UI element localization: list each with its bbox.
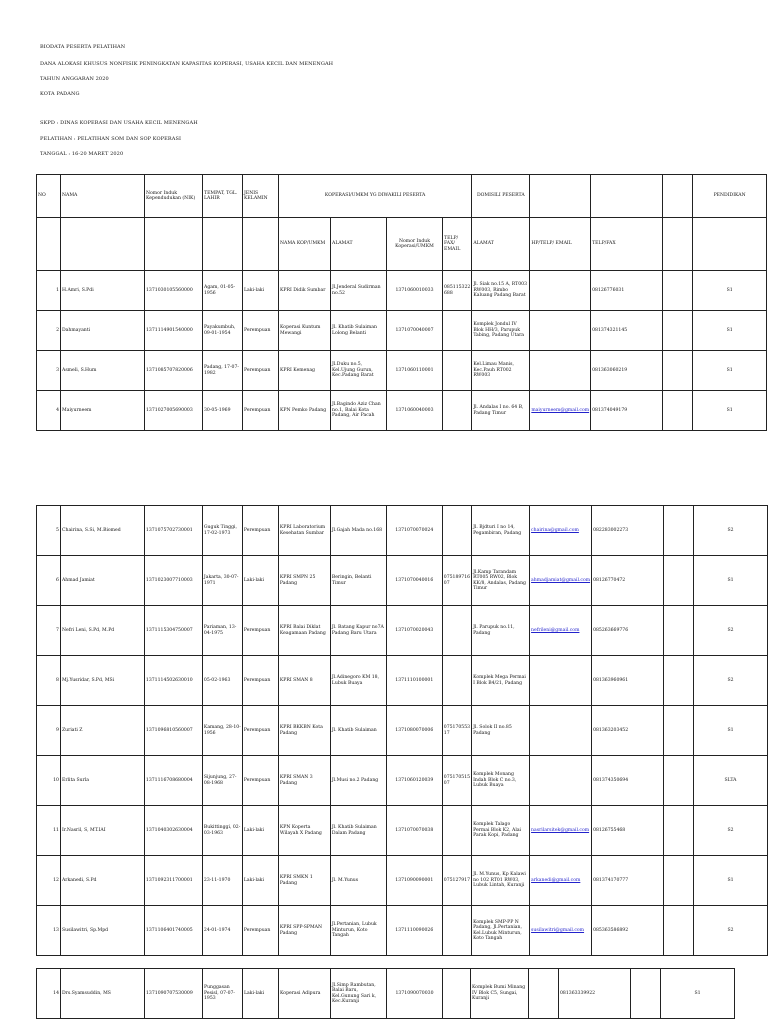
row-kop: Koperasi Kuntum Mewangi xyxy=(279,311,331,351)
row-ttl: Pariaman, 13-04-1975 xyxy=(202,606,242,656)
row-nik: 1371106401740005 xyxy=(144,906,202,956)
row-ttl: Guguk Tinggi, 17-02-1973 xyxy=(202,506,242,556)
row-alamat-kop: Jl.Duku no.5, Kel.Ujung Gurun, Kec.Padang Barat xyxy=(331,351,387,391)
row-ttl: Jakarta, 30-07-1971 xyxy=(202,556,242,606)
table-row xyxy=(37,906,768,956)
row-jk: Perempuan xyxy=(242,606,278,656)
row-alamat-dom: Jl. Andalas I no. 64 B, Padang Timur xyxy=(472,391,530,431)
row-pendidikan: S1 xyxy=(693,351,767,391)
row-no: 6 xyxy=(37,556,61,606)
row-alamat-kop: Jl.Bagindo Aziz Chan no.1, Balai Kota Padang, Air Pacah xyxy=(331,391,387,431)
row-ttl: Bukittinggi, 02-03-1963 xyxy=(202,806,242,856)
row-nik: 1371090707530009 xyxy=(145,969,203,1019)
col-nama: NAMA xyxy=(61,175,145,218)
row-nik: 1371092311700001 xyxy=(144,856,202,906)
row-alamat-kop: Jl. M.Yunus xyxy=(330,856,386,906)
row-nik: 1371085707820006 xyxy=(145,351,203,391)
participants-table-3 xyxy=(36,968,735,1019)
row-nama: Nefri Leni, S.Pd, M.Pd xyxy=(60,606,144,656)
row-telp: 08126770472 xyxy=(592,556,664,606)
col-pendidikan: PENDIDIKAN xyxy=(693,175,767,218)
row-alamat-kop: Jl. Khatib Sulaiman Dalam Padang xyxy=(330,806,386,856)
row-telp: 082283002273 xyxy=(592,506,664,556)
table-row xyxy=(37,856,768,906)
row-email[interactable] xyxy=(530,351,591,391)
row-ttl: 05-02-1963 xyxy=(202,656,242,706)
row-empty xyxy=(663,271,693,311)
table-row xyxy=(37,706,768,756)
row-kop: KPN Koperta Wilayah X Padang xyxy=(278,806,330,856)
row-pendidikan: S1 xyxy=(693,311,767,351)
row-telp-kop: 085115322 688 xyxy=(443,271,472,311)
col-no: NO xyxy=(37,175,61,218)
col-alamat-kop: ALAMAT xyxy=(331,218,387,271)
row-alamat-dom: Jl. Solok II no.85 Padang xyxy=(472,706,530,756)
participants-table-1 xyxy=(36,174,767,431)
row-nik-kop: 1371060010033 xyxy=(387,271,443,311)
doc-title: BIODATA PESERTA PELATIHAN xyxy=(40,44,126,50)
row-telp-kop xyxy=(442,906,471,956)
row-telp: 081374321145 xyxy=(591,311,663,351)
row-telp-kop: 075170553 17 xyxy=(442,706,471,756)
row-nik-kop: 1371110090026 xyxy=(386,906,442,956)
row-kop: KPRI SMAN 8 xyxy=(278,656,330,706)
row-nik: 1371030105560000 xyxy=(145,271,203,311)
row-kop: KPRI Kemenag xyxy=(279,351,331,391)
row-nama: Drs.Syamsuddin, MS xyxy=(61,969,145,1019)
row-telp: 081374170777 xyxy=(592,856,664,906)
row-alamat-dom: Komplek Talago Permai Blok K2, Alai Parak Kopi, Padang xyxy=(472,806,530,856)
row-alamat-dom: Jl. Bjdturi I no 14, Pegambiran, Padang xyxy=(472,506,530,556)
table-row xyxy=(37,556,768,606)
row-nama: Dahmayanti xyxy=(61,311,145,351)
row-kop: KPRI SMAN 3 Padang xyxy=(278,756,330,806)
row-alamat-kop: Jl.Pertanian, Lubuk Minturun, Koto Tangah xyxy=(330,906,386,956)
table-row xyxy=(37,756,768,806)
doc-subtitle: DANA ALOKASI KHUSUS NONFISIK PENINGKATAN KAPASITAS KOPERASI, USAHA KECIL DAN MENENGAH xyxy=(40,61,334,67)
row-no: 13 xyxy=(37,906,61,956)
doc-year: TAHUN ANGGARAN 2020 xyxy=(40,76,109,82)
row-nik: 1371040302630004 xyxy=(144,806,202,856)
row-nik-kop: 1371060110001 xyxy=(387,351,443,391)
row-email[interactable] xyxy=(530,311,591,351)
row-nama: Arkanedi, S.Pd xyxy=(60,856,144,906)
row-empty xyxy=(663,311,693,351)
row-alamat-kop: Jl.Adinegoro KM 18, Lubuk Buaya xyxy=(330,656,386,706)
row-kop: Koperasi Adipura xyxy=(279,969,331,1019)
col-hp: HP/TELP/ EMAIL xyxy=(530,218,591,271)
row-telp-kop: 075189716 07 xyxy=(442,556,471,606)
row-telp: 085263669776 xyxy=(592,606,664,656)
row-no: 2 xyxy=(37,311,61,351)
row-empty xyxy=(664,906,694,956)
row-telp: 08126755468 xyxy=(592,806,664,856)
row-ttl: Agam, 01-05-1956 xyxy=(203,271,243,311)
row-nik-kop: 1371070040007 xyxy=(387,311,443,351)
row-telp-kop xyxy=(443,351,472,391)
table-row xyxy=(37,311,767,351)
row-kop: KPN Pemko Padang xyxy=(279,391,331,431)
row-empty xyxy=(663,351,693,391)
row-ttl: 24-01-1974 xyxy=(202,906,242,956)
row-email[interactable] xyxy=(530,656,592,706)
row-nik-kop: 1371070040016 xyxy=(386,556,442,606)
row-nik-kop: 1371090070030 xyxy=(387,969,443,1019)
row-telp-kop xyxy=(442,656,471,706)
row-no: 7 xyxy=(37,606,61,656)
row-alamat-kop: Jl.Simp Rambutan, Balai Baru, Kel.Gunung Sari k, Kec.Kuranji xyxy=(331,969,387,1019)
doc-skpd: SKPD : DINAS KOPERASI DAN USAHA KECIL MENENGAH xyxy=(40,120,198,126)
row-pendidikan: SLTA xyxy=(693,756,767,806)
row-email[interactable] xyxy=(530,706,592,756)
col-alamat-dom: ALAMAT xyxy=(472,218,530,271)
col-nama-kop: NAMA KOP/UMKM xyxy=(279,218,331,271)
row-telp: 08126776031 xyxy=(591,271,663,311)
row-nik: 1371115304750007 xyxy=(144,606,202,656)
row-alamat-kop: Jl. Khatib Sulaiman xyxy=(330,706,386,756)
row-pendidikan: S1 xyxy=(661,969,735,1019)
row-alamat-kop: Beringin, Belanti Timur xyxy=(330,556,386,606)
row-telp-kop xyxy=(442,806,471,856)
row-email[interactable]: maiyurneem@gmail.com xyxy=(530,391,591,431)
row-nama: Susilawitri, Sp.Mpd xyxy=(60,906,144,956)
row-empty xyxy=(664,806,694,856)
row-jk: Perempuan xyxy=(242,506,278,556)
row-nik-kop: 1371070070038 xyxy=(386,806,442,856)
row-empty xyxy=(663,391,693,431)
row-telp: 081363060219 xyxy=(591,351,663,391)
row-pendidikan: S1 xyxy=(693,856,767,906)
row-jk: Perempuan xyxy=(242,906,278,956)
col-koperasi-group: KOPERASI/UMKM YG DIWAKILI PESERTA xyxy=(279,175,472,218)
row-kop: KPRI SMPN 25 Padang xyxy=(278,556,330,606)
table-row xyxy=(37,606,768,656)
doc-city: KOTA PADANG xyxy=(40,91,80,97)
participants-table-2 xyxy=(36,505,768,956)
row-ttl: 30-05-1969 xyxy=(203,391,243,431)
row-empty xyxy=(664,656,694,706)
row-empty xyxy=(664,556,694,606)
row-ttl: Kamang, 28-10-1956 xyxy=(202,706,242,756)
row-no: 1 xyxy=(37,271,61,311)
table-row xyxy=(37,391,767,431)
row-telp: 081374049179 xyxy=(591,391,663,431)
row-jk: Perempuan xyxy=(243,351,279,391)
doc-tanggal: TANGGAL : 16-20 MARET 2020 xyxy=(40,151,124,157)
row-no: 14 xyxy=(37,969,61,1019)
row-ttl: 23-11-1970 xyxy=(202,856,242,906)
row-telp-kop: 075127917 xyxy=(442,856,471,906)
row-kop: KPRI Didik Sumbar xyxy=(279,271,331,311)
row-jk: Laki-laki xyxy=(242,856,278,906)
row-jk: Laki-laki xyxy=(242,556,278,606)
row-empty xyxy=(664,856,694,906)
row-nik: 1371027005690003 xyxy=(145,391,203,431)
row-no: 10 xyxy=(37,756,61,806)
row-pendidikan: S2 xyxy=(693,506,767,556)
row-telp-kop: 075170515 07 xyxy=(442,756,471,806)
row-no: 8 xyxy=(37,656,61,706)
row-alamat-dom: Jl. Parupuk no.11, Padang xyxy=(472,606,530,656)
row-no: 4 xyxy=(37,391,61,431)
row-kop: KPRI Balai Diklat Keagamaan Padang xyxy=(278,606,330,656)
row-no: 11 xyxy=(37,806,61,856)
row-nik: 1371116708680004 xyxy=(144,756,202,806)
row-kop: KPRI SPP-SPMAN Padang xyxy=(278,906,330,956)
row-nama: H.Amri, S.Pdi xyxy=(61,271,145,311)
row-alamat-dom: Komplek Monang Indah Blok C no.3, Lubuk Buaya xyxy=(472,756,530,806)
row-alamat-kop: Jl. Khatib Sulaiman Lolong Belanti xyxy=(331,311,387,351)
row-ttl: Sijunjung, 27-08-1968 xyxy=(202,756,242,806)
row-jk: Laki-laki xyxy=(243,969,279,1019)
row-email[interactable] xyxy=(530,271,591,311)
row-nik: 1371096810560007 xyxy=(144,706,202,756)
row-nik-kop: 1371060120039 xyxy=(386,756,442,806)
row-email[interactable]: nefrileni@gmail.com xyxy=(530,606,592,656)
row-alamat-dom: Komplek SMP-PP N Padang, Jl.Pertanian, Kel.Lubuk Minturun, Koto Tangah xyxy=(472,906,530,956)
row-nama: Zuriati Z xyxy=(60,706,144,756)
row-nama: Erlita Surla xyxy=(60,756,144,806)
row-nik-kop: 1371110100001 xyxy=(386,656,442,706)
row-alamat-dom: Komplek Bumi Minang IV Blok C5, Sungai, Kuranji xyxy=(471,969,529,1019)
row-jk: Laki-laki xyxy=(243,271,279,311)
row-nik: 1371075702730001 xyxy=(144,506,202,556)
row-alamat-kop: Jl.Gajah Mada no.168 xyxy=(330,506,386,556)
row-pendidikan: S1 xyxy=(693,556,767,606)
row-pendidikan: S2 xyxy=(693,806,767,856)
row-nik: 1371114901540000 xyxy=(145,311,203,351)
row-telp: 081363203452 xyxy=(592,706,664,756)
row-alamat-dom: Kel.Limau Manis, Kec.Pauh RT002 RW003 xyxy=(472,351,530,391)
row-alamat-kop: Jl.Jenderal Sudirman no.52 xyxy=(331,271,387,311)
row-telp-kop xyxy=(443,969,471,1019)
row-no: 12 xyxy=(37,856,61,906)
row-kop: KPRI BKKBN Kota Padang xyxy=(278,706,330,756)
row-nama: Asmeli, S.Hum xyxy=(61,351,145,391)
row-pendidikan: S2 xyxy=(693,656,767,706)
row-ttl: Payakumbuh, 09-01-1954 xyxy=(203,311,243,351)
row-email[interactable]: ahmadjamiat@gmail.com xyxy=(530,556,592,606)
col-jk: JENIS KELAMIN xyxy=(243,175,279,218)
row-telp: 081374350694 xyxy=(592,756,664,806)
row-nik-kop: 1371070020043 xyxy=(386,606,442,656)
row-jk: Perempuan xyxy=(242,706,278,756)
col-telp-fax: TELP/FAX xyxy=(591,218,663,271)
col-nik-kop: Nomor Induk Koperasi/UMKM xyxy=(387,218,443,271)
row-nama: Ahmad Jamiat xyxy=(60,556,144,606)
row-alamat-dom: Komplek Mega Permai I Blok B4/21, Padang xyxy=(472,656,530,706)
row-nama: Mj.Yusridar, S.Pd, MSi xyxy=(60,656,144,706)
row-no: 5 xyxy=(37,506,61,556)
row-jk: Perempuan xyxy=(243,311,279,351)
row-email[interactable]: susilawitri@gmail.com xyxy=(530,906,592,956)
row-ttl: Punggasan Pesisl, 07-07-1953 xyxy=(203,969,243,1019)
row-email[interactable]: arkanedi@gmail.com xyxy=(530,856,592,906)
row-kop: KPRI Laboratorium Kesehatan Sumbar xyxy=(278,506,330,556)
table-row xyxy=(37,969,735,1019)
row-jk: Perempuan xyxy=(243,391,279,431)
row-email[interactable]: nasrilarsitek@gmail.com xyxy=(530,806,592,856)
row-no: 9 xyxy=(37,706,61,756)
row-ttl: Padang, 17-07-1982 xyxy=(203,351,243,391)
row-nik: 1371023007710003 xyxy=(144,556,202,606)
row-telp-kop xyxy=(443,311,472,351)
row-pendidikan: S1 xyxy=(693,271,767,311)
row-alamat-dom: Jl. Siak no.15 A, RT003 RW003, Rimbo Kaluang Padang Barat xyxy=(472,271,530,311)
row-empty xyxy=(664,606,694,656)
row-empty xyxy=(664,506,694,556)
row-alamat-dom: Komplek Jondul IV Blok HH/3, Parupuk Tabing, Padang Utara xyxy=(472,311,530,351)
row-email[interactable]: chairina@gmail.com xyxy=(530,506,592,556)
col-nik: Nomor Induk Kependudukan (NIK) xyxy=(145,175,203,218)
row-nama: Maiyurneem xyxy=(61,391,145,431)
row-empty xyxy=(664,756,694,806)
table-row xyxy=(37,806,768,856)
table-row xyxy=(37,656,768,706)
table-row xyxy=(37,271,767,311)
row-nik-kop: 1371080070006 xyxy=(386,706,442,756)
row-nama: Chairina, S.Si, M.Biomed xyxy=(60,506,144,556)
row-telp-kop xyxy=(442,506,471,556)
row-jk: Perempuan xyxy=(242,656,278,706)
row-pendidikan: S1 xyxy=(693,706,767,756)
row-empty xyxy=(664,706,694,756)
row-alamat-kop: Jl.Musi no.2 Padang xyxy=(330,756,386,806)
row-pendidikan: S2 xyxy=(693,606,767,656)
row-telp: 081363960961 xyxy=(592,656,664,706)
row-telp: 085363586892 xyxy=(592,906,664,956)
col-domisili-group: DOMISILI PESERTA xyxy=(472,175,530,218)
row-alamat-kop: Jl. Batang Kapur no7A Padang Baru Utara xyxy=(330,606,386,656)
row-no: 3 xyxy=(37,351,61,391)
doc-pelatihan: PELATIHAN : PELATIHAN SOM DAN SOP KOPERASI xyxy=(40,136,182,142)
row-email[interactable] xyxy=(529,969,559,1019)
row-telp-kop xyxy=(442,606,471,656)
row-nik-kop: 1371090090001 xyxy=(386,856,442,906)
row-alamat-dom: Jl.Kamp Tarandam RT005 RW02, Blok KK/8, Andalas, Padang Timur xyxy=(472,556,530,606)
row-nik-kop: 1371070070024 xyxy=(386,506,442,556)
row-telp-kop xyxy=(443,391,472,431)
row-alamat-dom: Jl. M.Yunus, Kp Kalawi no 102 RT01 RW03, Lubuk Lintah, Kuranji xyxy=(472,856,530,906)
row-telp: 081363339922 xyxy=(559,969,631,1019)
table-row xyxy=(37,506,768,556)
col-ttl: TEMPAT, TGL. LAHIR xyxy=(203,175,243,218)
row-empty xyxy=(631,969,661,1019)
row-nik-kop: 1371060040003 xyxy=(387,391,443,431)
row-nama: Ir.Nasril, S, MT.IAI xyxy=(60,806,144,856)
row-jk: Laki-laki xyxy=(242,806,278,856)
row-pendidikan: S2 xyxy=(693,906,767,956)
row-email[interactable] xyxy=(530,756,592,806)
table-row xyxy=(37,351,767,391)
row-kop: KPRI SMKN 1 Padang xyxy=(278,856,330,906)
row-nik: 1371114502630010 xyxy=(144,656,202,706)
row-pendidikan: S1 xyxy=(693,391,767,431)
row-jk: Perempuan xyxy=(242,756,278,806)
col-telp-kop: TELP/ FAX/ EMAIL xyxy=(443,218,472,271)
